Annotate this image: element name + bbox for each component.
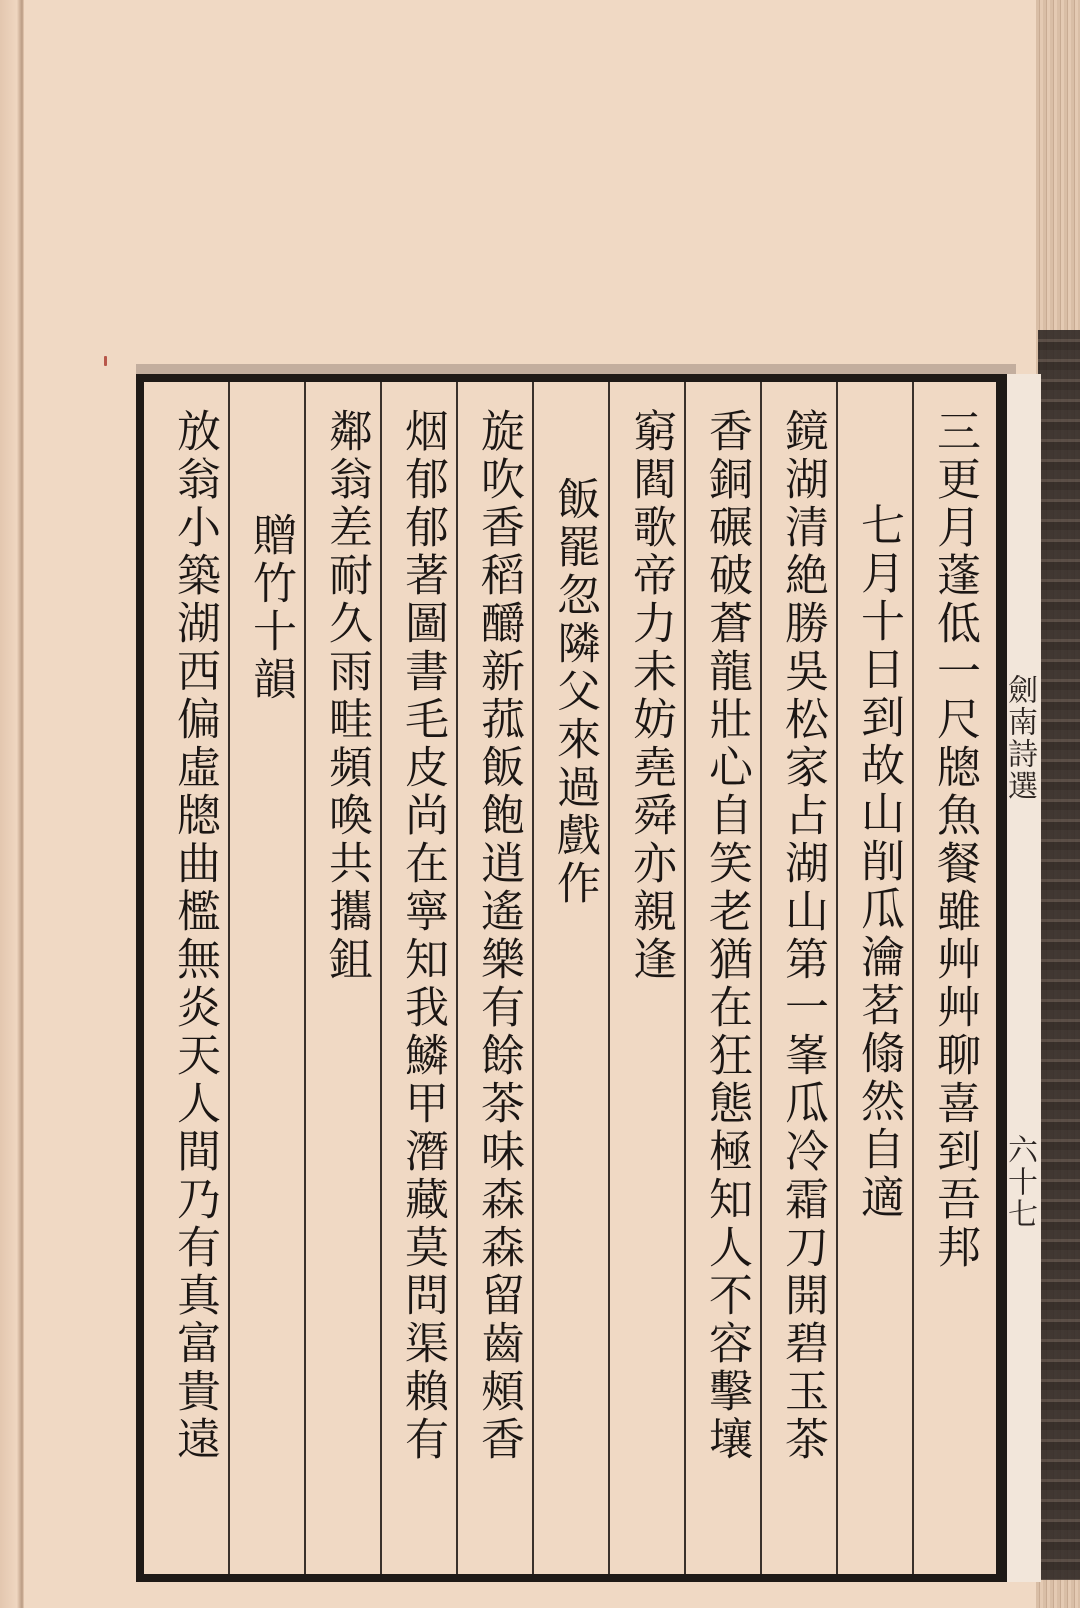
text-frame bbox=[136, 374, 1004, 1582]
text-column-1: 三更月蓬低一尺牕魚餐雖艸艸聊喜到吾邦 bbox=[929, 408, 980, 1272]
text-column-8: 烟郁郁著圖書毛皮尚在寧知我鱗甲潛藏莫問渠賴有 bbox=[397, 408, 448, 1464]
book-title: 劍南詩選 bbox=[1002, 674, 1037, 802]
text-column-3: 鏡湖清絶勝吳松家占湖山第一峯瓜冷霜刀開碧玉茶 bbox=[777, 408, 828, 1464]
text-column-10: 贈竹十韻 bbox=[245, 512, 296, 704]
text-column-9: 鄰翁差耐久雨畦頻喚共攜鉏 bbox=[321, 408, 372, 984]
page-stack-edge bbox=[1036, 0, 1080, 1608]
text-column-6: 飯罷忽隣父來過戲作 bbox=[549, 476, 600, 908]
text-column-2: 七月十日到故山削瓜瀹茗翛然自適 bbox=[853, 502, 904, 1222]
ink-mark bbox=[104, 356, 107, 366]
text-column-11: 放翁小築湖西偏虛牕曲檻無炎天人間乃有真富貴遠 bbox=[169, 408, 220, 1464]
frame-shadow bbox=[136, 364, 1016, 374]
left-page-edge bbox=[0, 0, 24, 1608]
text-columns bbox=[144, 382, 996, 1574]
text-column-7: 旋吹香稻釂新菰飯飽逍遙樂有餘茶味森森留齒頰香 bbox=[473, 408, 524, 1464]
text-column-4: 香銅碾破蒼龍壯心自笑老猶在狂態極知人不容擊壤 bbox=[701, 408, 752, 1464]
text-column-5: 窮閻歌帝力未妨堯舜亦親逢 bbox=[625, 408, 676, 984]
page-number: 六十七 bbox=[1002, 1134, 1037, 1230]
page-stack-shadow bbox=[1038, 330, 1080, 1580]
page-spine bbox=[1004, 374, 1041, 1582]
